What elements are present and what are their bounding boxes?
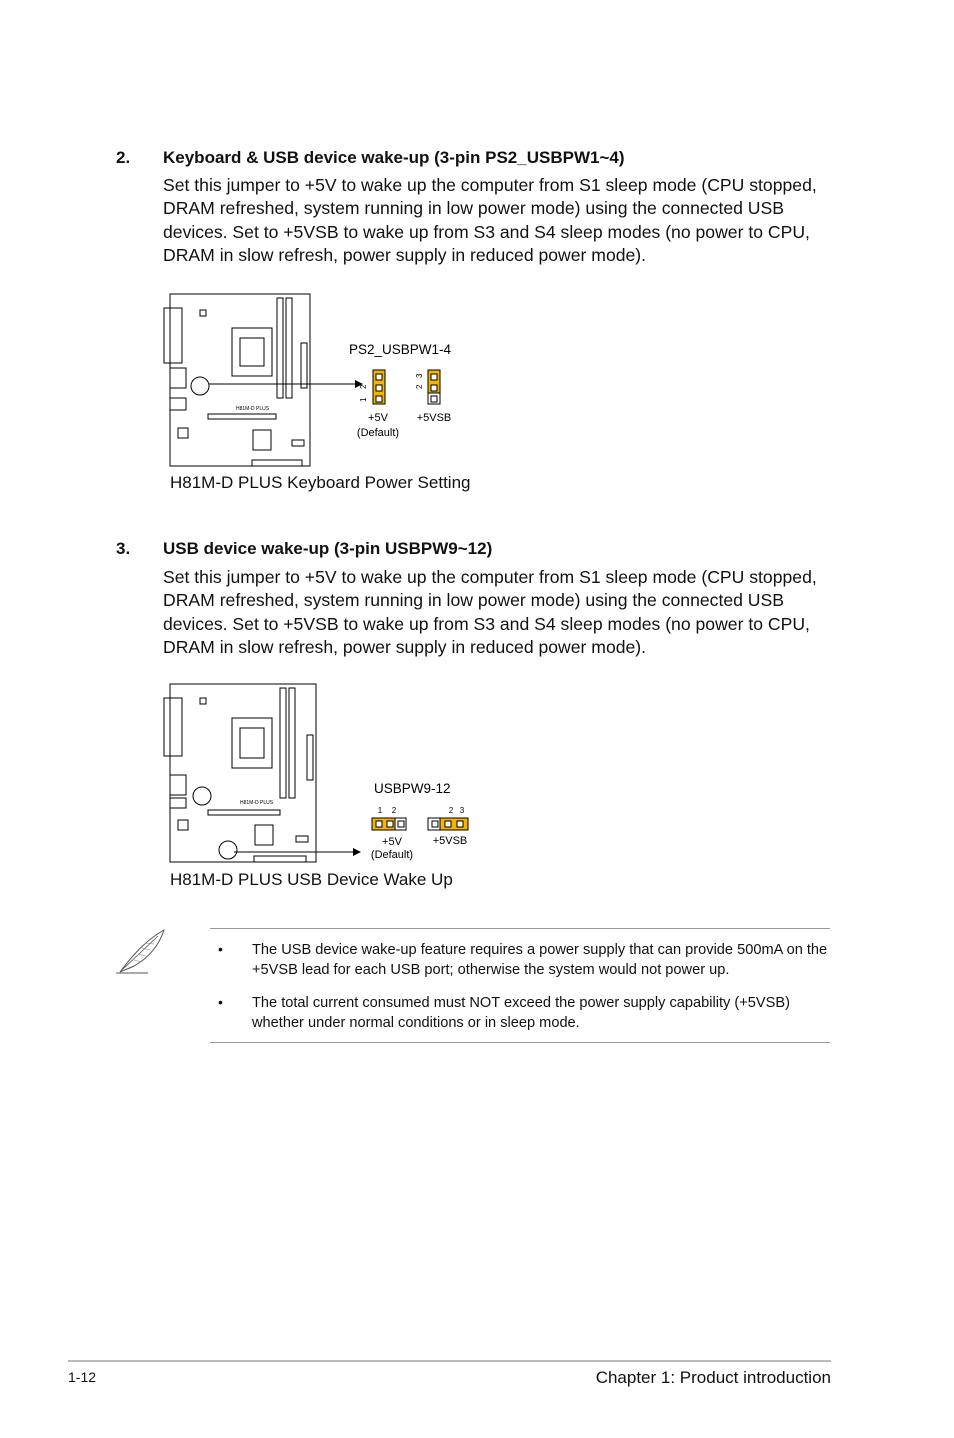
note-top-rule [210, 928, 830, 929]
jumper-default [372, 818, 406, 830]
pin-label-3: 3 [459, 806, 465, 815]
usb-wake-diagram [160, 680, 490, 870]
jumper-5vsb [428, 370, 440, 404]
note-item-2: The total current consumed must NOT exceed the power supply capability (+5VSB) whether under normal conditions or in sleep mode. [252, 995, 790, 1031]
footer-rule [68, 1360, 831, 1362]
diagram-caption-2: H81M-D PLUS USB Device Wake Up [170, 870, 453, 889]
jumper-default [373, 370, 385, 404]
motherboard-outline [164, 684, 316, 862]
pointer-arrowhead [353, 848, 361, 856]
section-2-title: Keyboard & USB device wake-up (3-pin PS2_USBPW1~4) [163, 148, 625, 167]
pin-label-2: 2 [391, 806, 397, 815]
bullet-1: • [218, 941, 223, 957]
label-5v: +5V [382, 836, 402, 848]
pin-label-2b: 2 [415, 384, 424, 389]
keyboard-power-diagram [160, 288, 500, 473]
label-default: (Default) [356, 427, 400, 439]
jumper-name: USBPW9-12 [374, 781, 451, 796]
page-number: 1-12 [68, 1369, 97, 1385]
label-5vsb: +5VSB [432, 835, 468, 847]
jumper-5vsb [428, 818, 468, 830]
section-2-number: 2. [116, 148, 131, 167]
note-bottom-rule [210, 1042, 830, 1043]
pin-label-2b: 2 [448, 806, 454, 815]
feather-pen-icon [112, 926, 172, 976]
section-2-body: Set this jumper to +5V to wake up the computer from S1 sleep mode (CPU stopped, DRAM refreshed, system running in low power mode) using the connected USB devices. Set to +5VSB to wake up from S3 and S4 sleep modes (no power to CPU, DRAM in slow refresh, power supply in reduced power mode). [163, 175, 817, 266]
diagram-caption-1: H81M-D PLUS Keyboard Power Setting [170, 473, 471, 492]
note-item-1: The USB device wake-up feature requires a power supply that can provide 500mA on the +5VSB lead for each USB port; otherwise the system would not power up. [252, 942, 828, 978]
motherboard-outline [164, 294, 310, 466]
bullet-2: • [218, 994, 223, 1010]
section-3-title: USB device wake-up (3-pin USBPW9~12) [163, 539, 493, 558]
label-default: (Default) [370, 849, 414, 861]
pin-label-1: 1 [359, 397, 368, 402]
jumper-name: PS2_USBPW1-4 [349, 342, 452, 357]
pin-label-1: 1 [377, 806, 383, 815]
section-3-body: Set this jumper to +5V to wake up the computer from S1 sleep mode (CPU stopped, DRAM refreshed, system running in low power mode) using the connected USB devices. Set to +5VSB to wake up from S3 and S4 sleep modes (no power to CPU, DRAM in slow refresh, power supply in reduced power mode). [163, 567, 817, 658]
label-5v: +5V [368, 412, 388, 424]
board-model-label: H81M-D PLUS [236, 406, 270, 412]
pin-label-3: 3 [415, 373, 424, 378]
label-5vsb: +5VSB [416, 412, 452, 424]
chapter-title: Chapter 1: Product introduction [595, 1368, 831, 1387]
section-3-number: 3. [116, 539, 131, 558]
pin-label-2: 2 [359, 384, 368, 389]
board-model-label: H81M-D PLUS [240, 800, 274, 806]
